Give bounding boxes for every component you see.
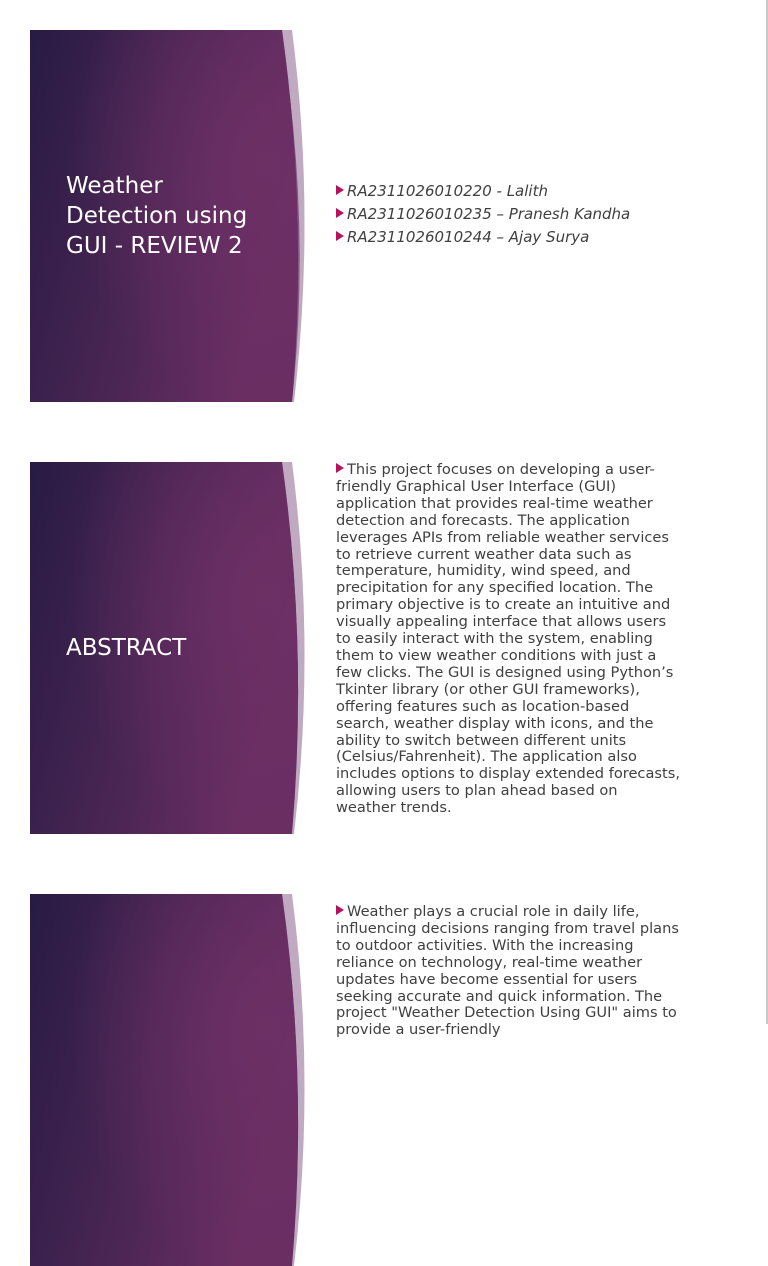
slide-title: [66, 894, 278, 1266]
slide-content: [336, 180, 681, 249]
arrow-bullet-icon: [336, 231, 344, 241]
arrow-bullet-icon: [336, 185, 344, 195]
title-panel: [30, 894, 308, 1266]
slide-title: ABSTRACT: [66, 635, 187, 661]
list-item: RA2311026010235 – Pranesh Kandha: [336, 203, 681, 226]
slide-content: [336, 904, 681, 1039]
list-item: RA2311026010220 - Lalith: [336, 180, 681, 203]
slide-2: [0, 462, 768, 834]
slide-3: [0, 894, 768, 1266]
arrow-bullet-icon: [336, 905, 344, 915]
slide-1: [0, 30, 768, 402]
slide-content: [336, 462, 681, 817]
list-item: RA2311026010244 – Ajay Surya: [336, 226, 681, 249]
paragraph: This project focuses on developing a user-friendly Graphical User Interface (GUI) application that provides real-time weather detection and forecasts. The application leverages APIs from reliable weather services to retrieve current weather data such as temperature, humidity, wind speed, and precipitation for any specified location. The primary objective is to create an intuitive and visually appealing interface that allows users to easily interact with the system, enabling them to view weather conditions with just a few clicks. The GUI is designed using Python’s Tkinter library (or other GUI frameworks), offering features such as location-based search, weather display with icons, and the ability to switch between different units (Celsius/Fahrenheit). The application also includes options to display extended forecasts, allowing users to plan ahead based on weather trends.: [336, 461, 680, 817]
slide-title: Weather Detection using GUI - REVIEW 2: [66, 173, 248, 259]
title-panel: [30, 30, 308, 402]
arrow-bullet-icon: [336, 208, 344, 218]
arrow-bullet-icon: [336, 463, 344, 473]
title-panel: [30, 462, 308, 834]
paragraph: Weather plays a crucial role in daily life, influencing decisions ranging from travel plans to outdoor activities. With the increasing reliance on technology, real-time weather updates have become essential for users seeking accurate and quick information. The project "Weather Detection Using GUI" aims to provide a user-friendly: [336, 903, 679, 1039]
